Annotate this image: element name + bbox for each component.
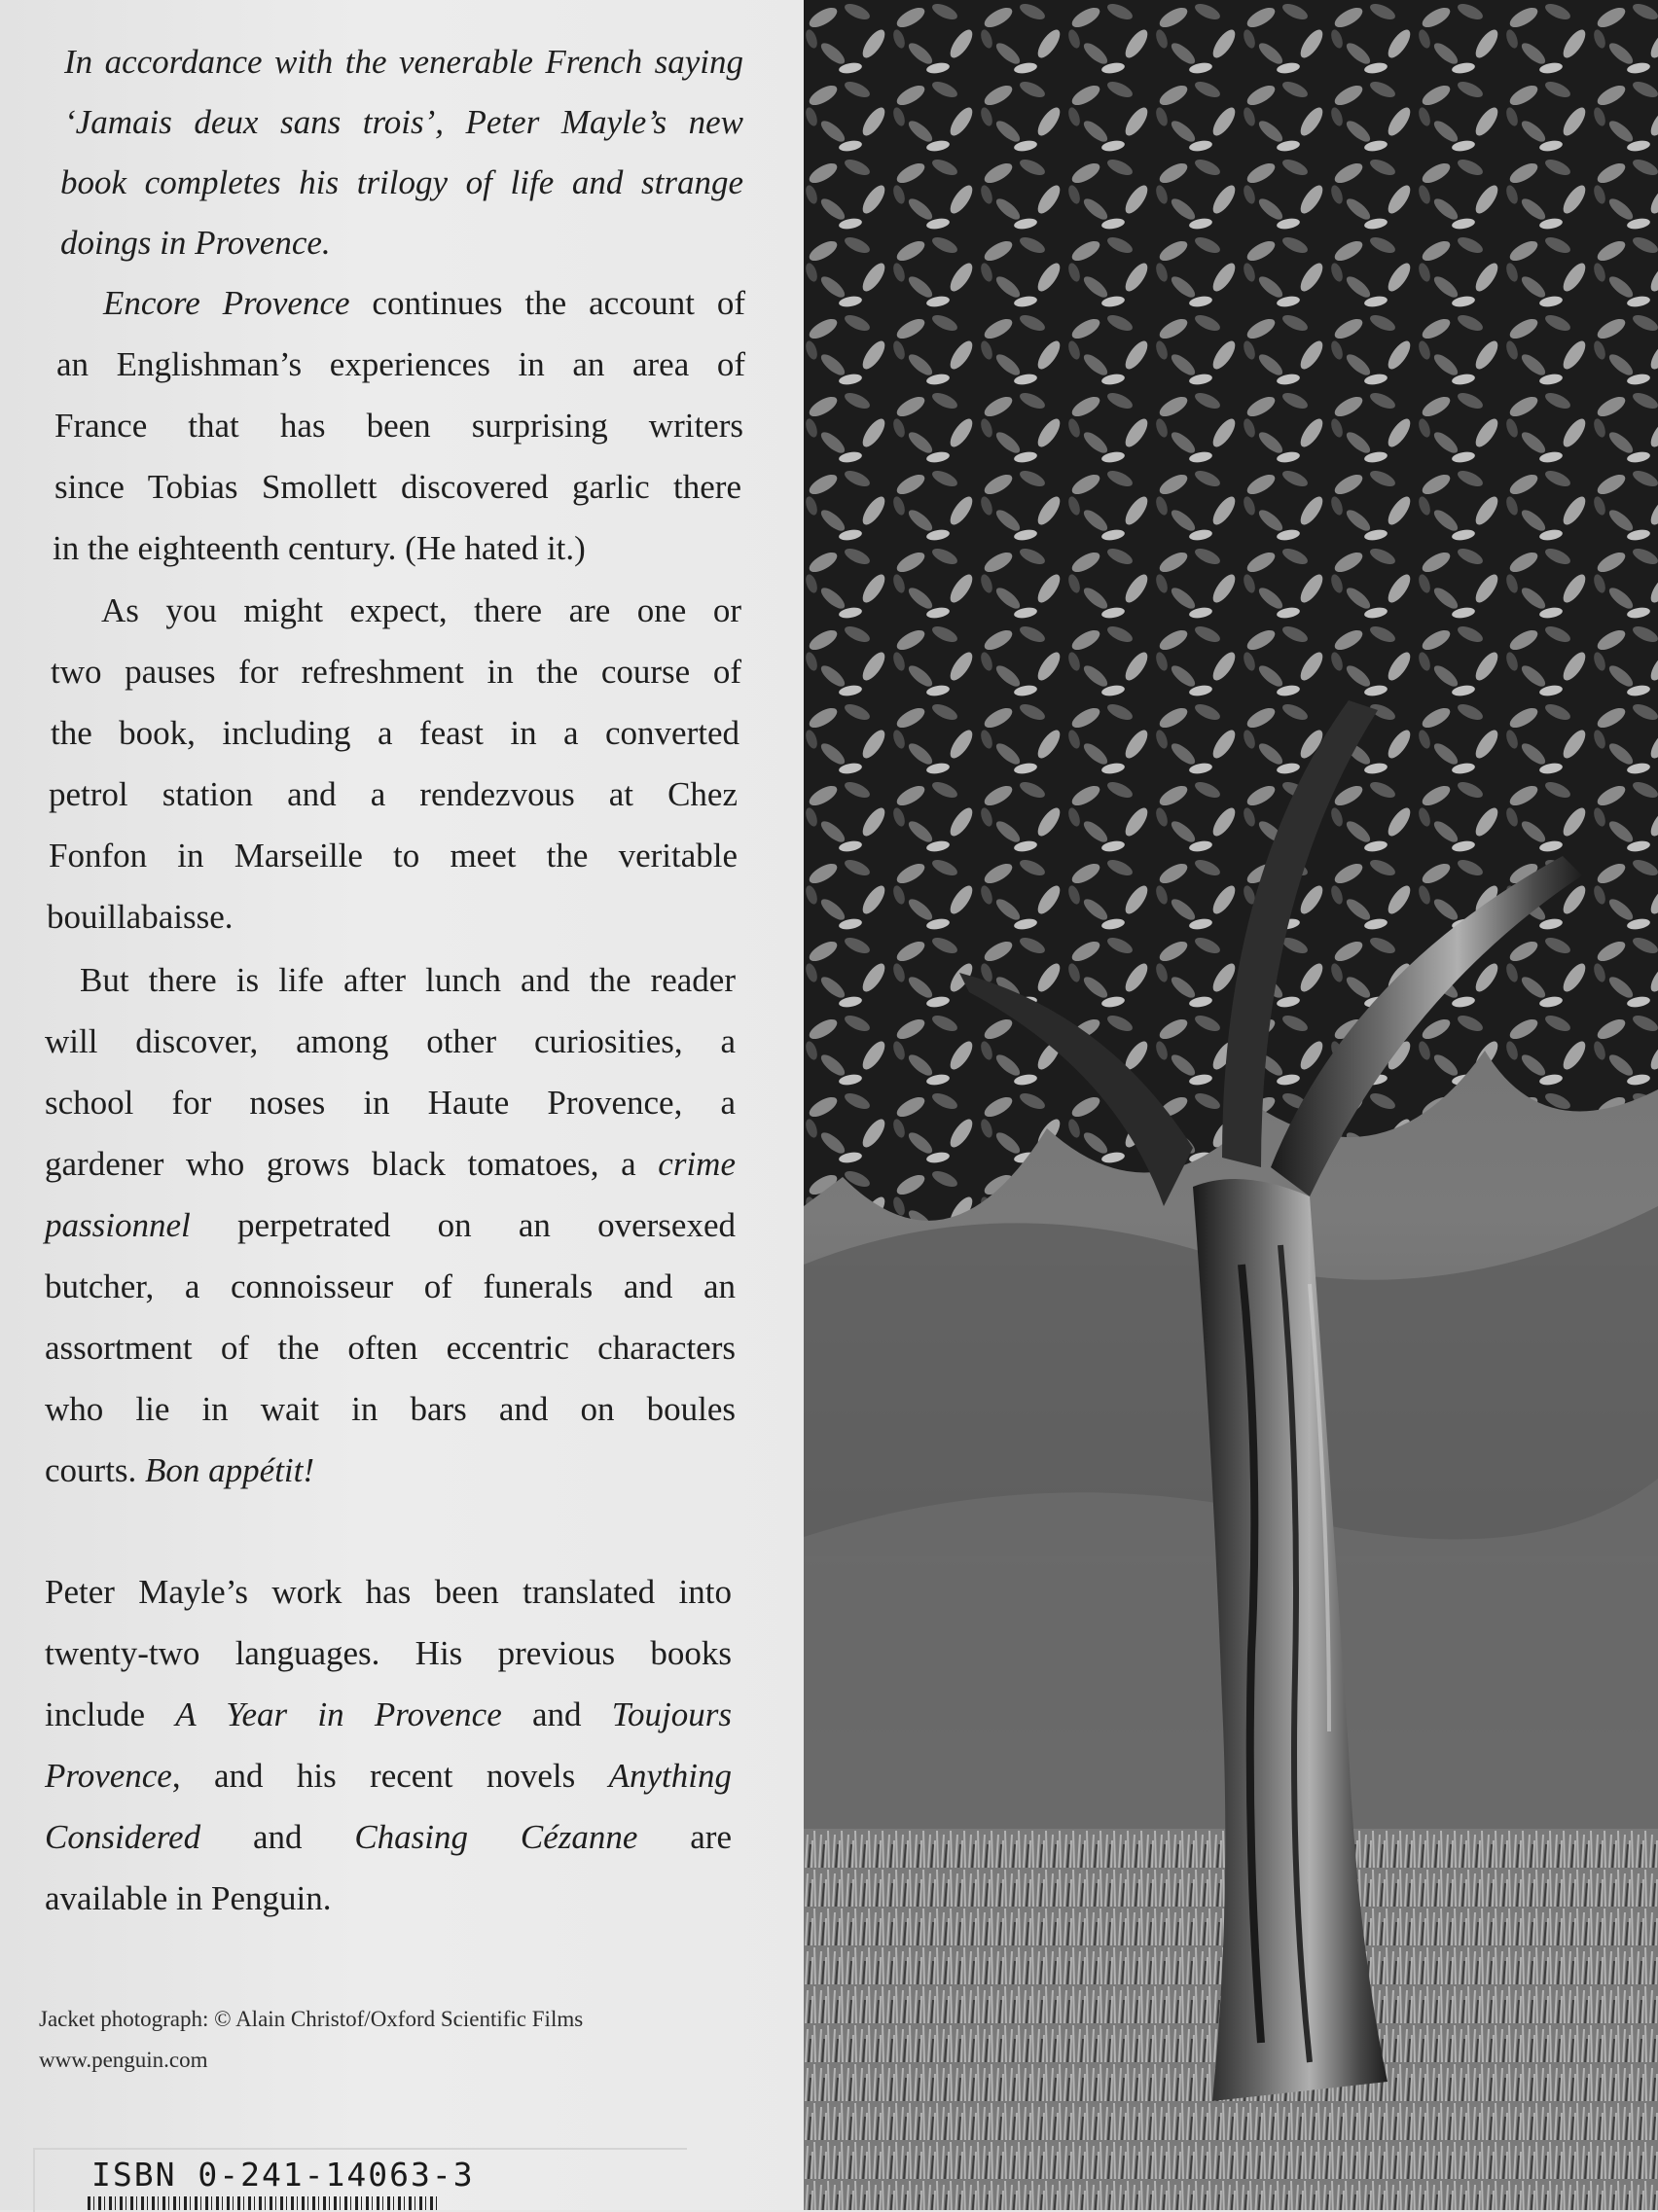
para4-line4-italic: crime [658, 1145, 736, 1183]
isbn-number: ISBN 0-241-14063-3 [91, 2156, 475, 2194]
bio-line: Peter Mayle’s work has been translated into [45, 1573, 732, 1611]
bio-line: twenty-two languages. His previous books [45, 1634, 732, 1672]
bio-book-title: A Year in Provence [175, 1695, 502, 1733]
para2-line [103, 282, 745, 325]
para1-line: book completes his trilogy of life and strange [60, 163, 743, 201]
photo-credit: Jacket photograph: © Alain Christof/Oxford Scientific Films [39, 2007, 584, 2031]
bio-line [45, 1755, 732, 1798]
para3-line: the book, including a feast in a converted [51, 714, 739, 752]
para4-line: assortment of the often eccentric characters [45, 1329, 736, 1367]
para4-last-start: courts. [45, 1451, 146, 1489]
bio-book-title: Considered [45, 1818, 201, 1856]
para2-line: an Englishman’s experiences in an area of [56, 345, 745, 383]
bio-line [45, 1816, 732, 1859]
para4-line5-italic: passionnel [45, 1206, 191, 1244]
para3-line: two pauses for refreshment in the course of [51, 653, 741, 691]
bio-line4-b: , and his recent novels [171, 1757, 609, 1795]
para1-line: ‘Jamais deux sans trois’, Peter Mayle’s new [64, 103, 743, 141]
para4-line4-start: gardener who grows black tomatoes, a [45, 1145, 659, 1183]
barcode-icon [88, 2196, 438, 2210]
bio-book-title: Chasing Cézanne [354, 1818, 638, 1856]
para4-line [45, 1143, 736, 1186]
bio-line [45, 1694, 732, 1736]
text-panel [0, 0, 817, 2210]
tree-photo-icon [804, 0, 1658, 2210]
para4-line: But there is life after lunch and the reader [80, 961, 736, 999]
para3-line: petrol station and a rendezvous at Chez [49, 775, 738, 813]
para2-line: in the eighteenth century. (He hated it.) [53, 529, 586, 567]
publisher-website: www.penguin.com [39, 2048, 208, 2072]
para4-line: school for noses in Haute Provence, a [45, 1084, 736, 1122]
para4-line: butcher, a connoisseur of funerals and an [45, 1267, 736, 1305]
bio-line3-a: include [45, 1695, 176, 1733]
para4-last-italic: Bon appétit! [145, 1451, 315, 1489]
bio-line3-c: and [501, 1695, 612, 1733]
tree-photo [804, 0, 1658, 2210]
para2-line: since Tobias Smollett discovered garlic there [54, 468, 741, 506]
para2-line: France that has been surprising writers [54, 407, 743, 445]
para4-line: who lie in wait in bars and on boules [45, 1390, 736, 1428]
para1-line: In accordance with the venerable French saying [64, 43, 743, 81]
para4-line5-rest: perpetrated on an oversexed [190, 1206, 736, 1244]
bio-line5-b: and [200, 1818, 355, 1856]
para3-line: Fonfon in Marseille to meet the veritable [49, 837, 738, 874]
bio-book-title: Toujours [611, 1695, 732, 1733]
para4-line [45, 1449, 736, 1492]
book-title-italic: Encore Provence [103, 284, 350, 322]
bio-book-title: Provence [45, 1757, 172, 1795]
bio-line5-d: are [637, 1818, 732, 1856]
bio-line: available in Penguin. [45, 1879, 332, 1917]
para4-line: will discover, among other curiosities, a [45, 1022, 736, 1060]
bio-book-title: Anything [608, 1757, 732, 1795]
para4-line [45, 1204, 736, 1247]
para3-line: bouillabaisse. [47, 898, 234, 936]
para1-line: doings in Provence. [60, 224, 331, 262]
para2-line1-rest: continues the account of [349, 284, 745, 322]
para3-line: As you might expect, there are one or [101, 591, 741, 629]
